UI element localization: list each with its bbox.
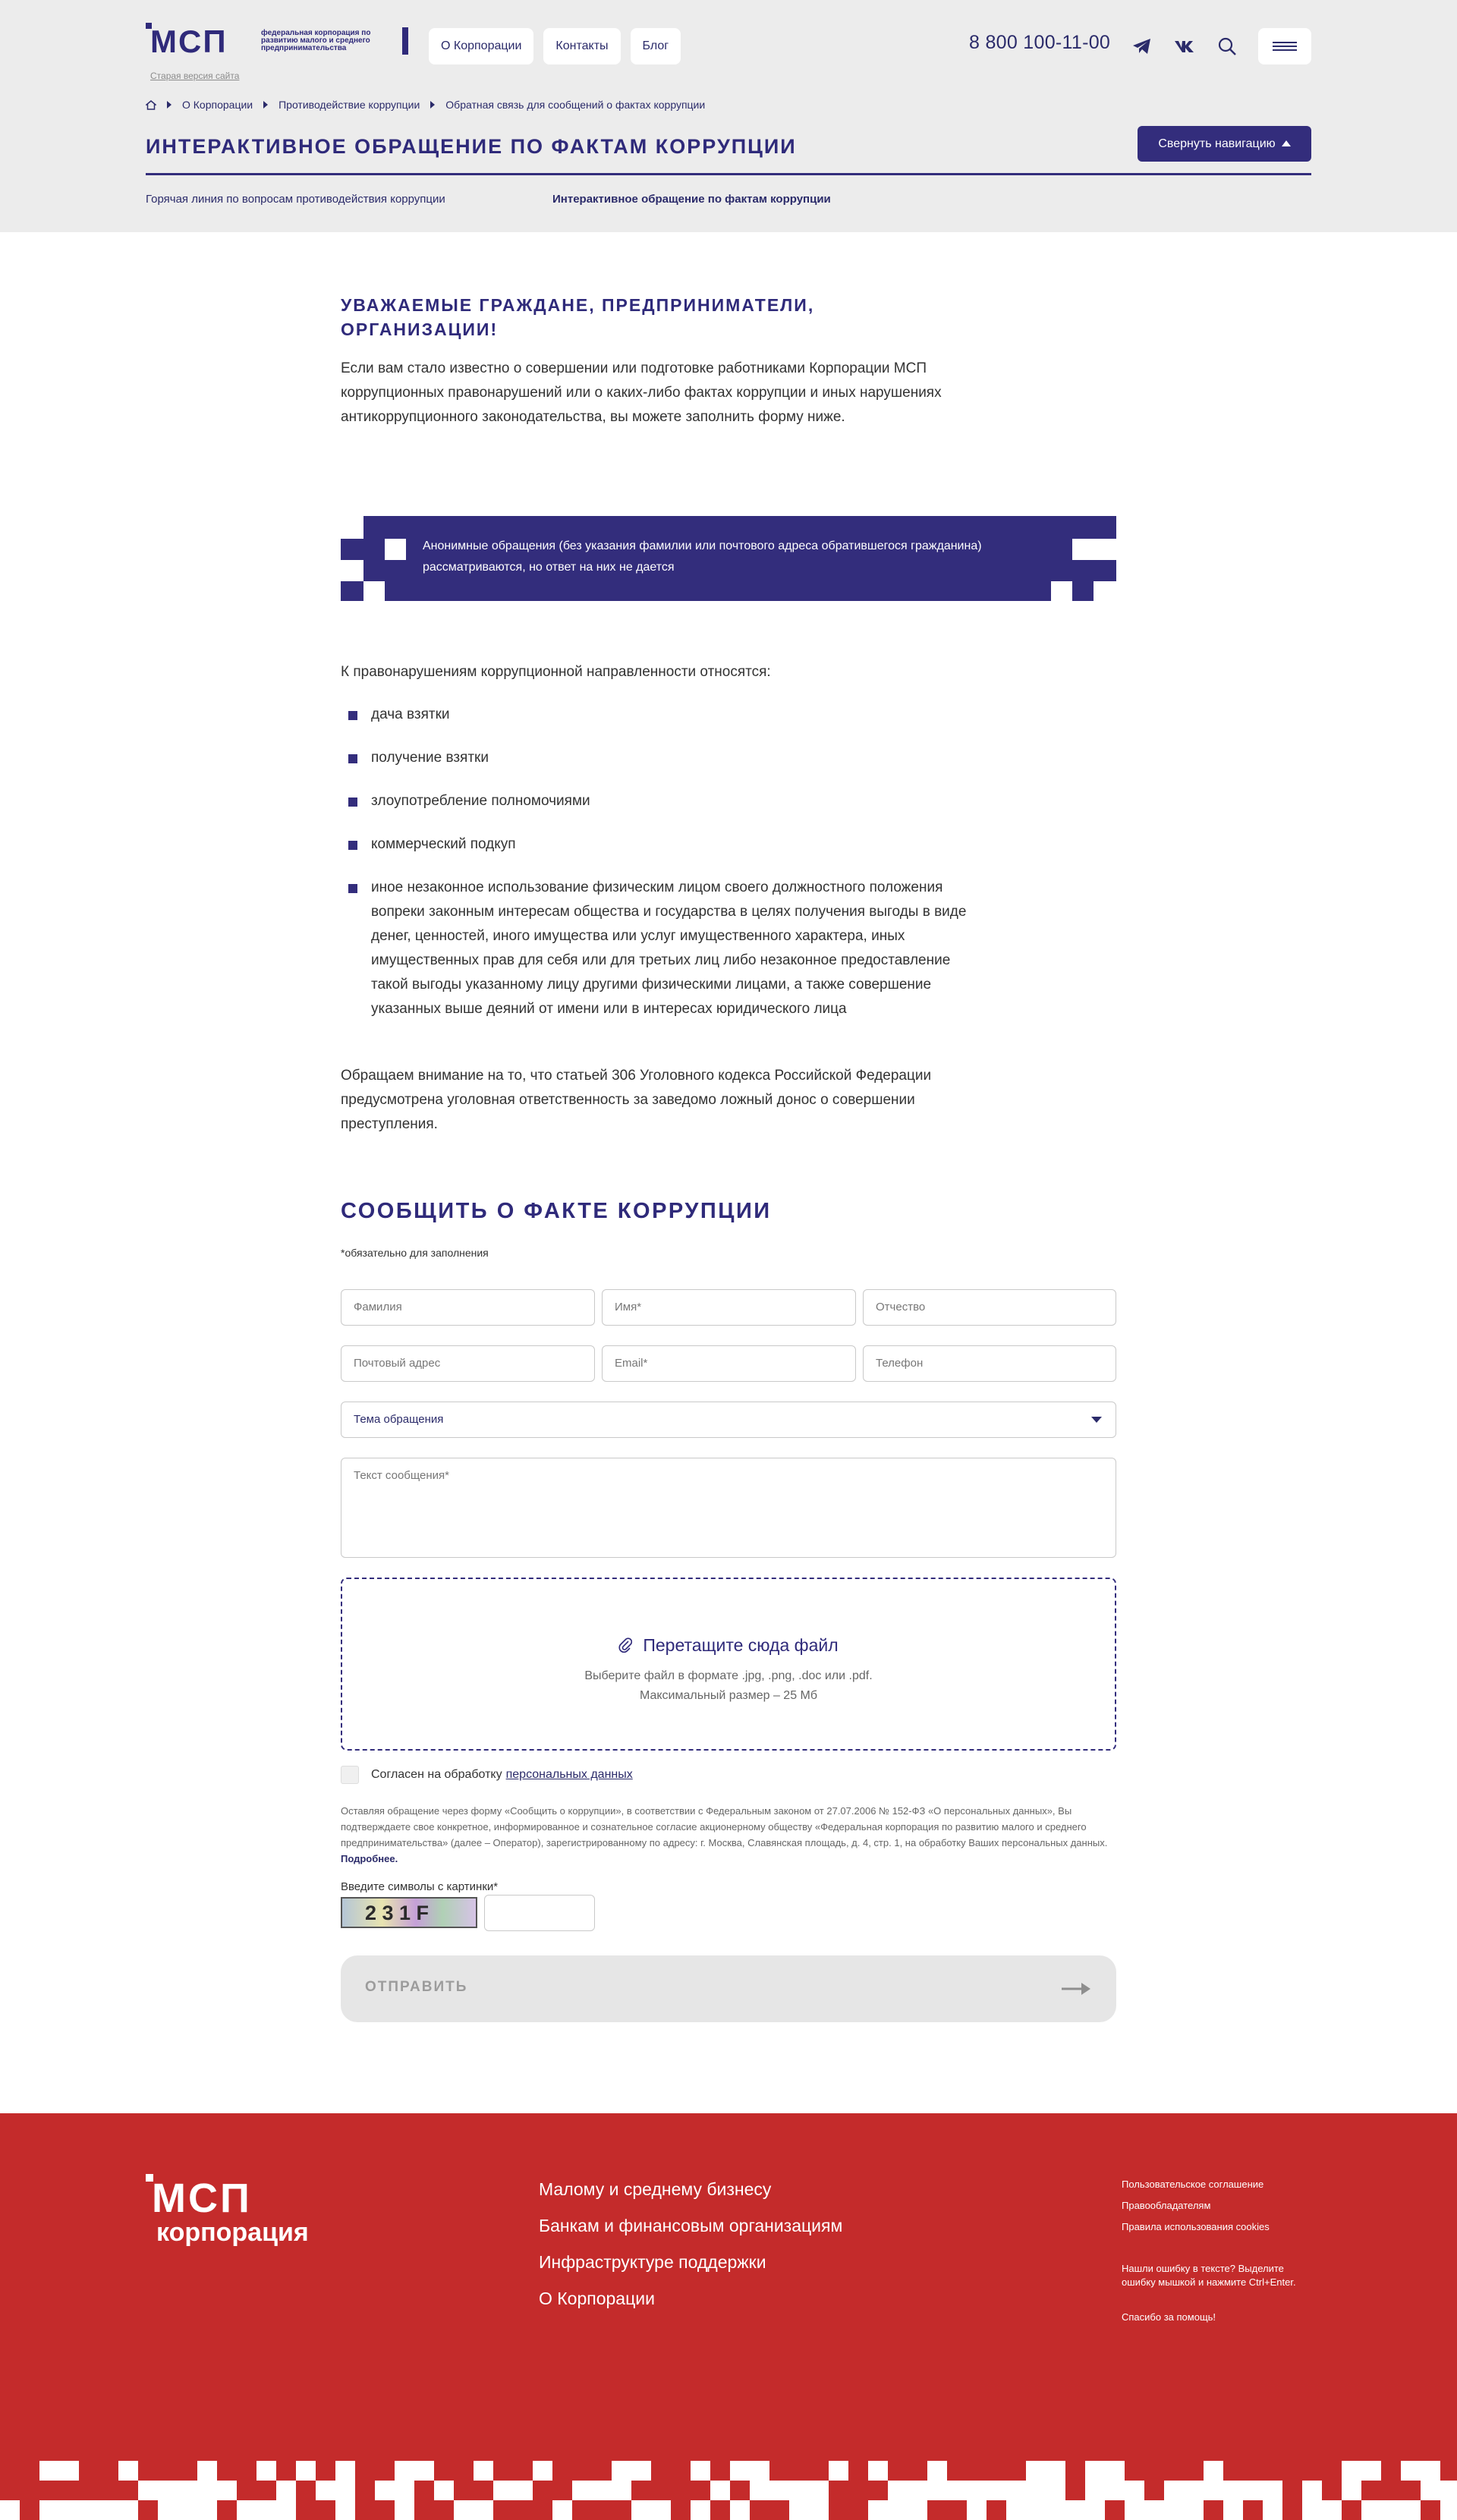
consent-checkbox[interactable]	[341, 1766, 359, 1784]
pixel-decor	[612, 2481, 631, 2500]
pixel-decor	[1263, 2481, 1282, 2500]
breadcrumb-item[interactable]: Обратная связь для сообщений о фактах коррупции	[445, 99, 706, 111]
pixel-decor	[1094, 516, 1116, 539]
pixel-decor	[1204, 2461, 1223, 2481]
pixel-decor	[1342, 2461, 1361, 2481]
pixel-decor	[178, 2500, 197, 2520]
telegram-icon[interactable]	[1131, 35, 1153, 58]
pixel-decor	[1440, 2500, 1457, 2520]
pixel-decor	[1125, 2500, 1144, 2520]
pixel-decor	[1085, 2500, 1105, 2520]
pixel-decor	[927, 2481, 947, 2500]
home-icon[interactable]	[146, 100, 156, 110]
intro-text: Если вам стало известно о совершении или подготовке работниками Корпорации МСП коррупционных правонарушений или о каких-либо фактах коррупции и иных нарушениях антикоррупционного законодательства, вы можете заполнить форму ниже.	[341, 360, 942, 425]
pixel-decor	[1361, 2461, 1381, 2481]
notice-text: Анонимные обращения (без указания фамилии или почтового адреса обратившегося гражданина) рассматриваются, но ответ на них не дается	[423, 540, 982, 574]
pixel-decor	[59, 2461, 79, 2481]
arrow-right-icon	[1062, 1981, 1092, 1996]
pixel-decor	[335, 2500, 355, 2520]
pixel-decor	[375, 2481, 395, 2500]
pixel-decor	[1440, 2481, 1457, 2500]
pixel-decor	[691, 2461, 710, 2481]
breadcrumb	[146, 99, 705, 111]
email-field[interactable]: Email*	[602, 1345, 856, 1382]
pixel-decor	[341, 581, 363, 601]
pixel-decor	[908, 2481, 927, 2500]
pixel-decor	[395, 2500, 414, 2520]
pixel-decor	[217, 2481, 237, 2500]
submit-label: ОТПРАВИТЬ	[365, 1979, 468, 1995]
pixel-decor	[1026, 2461, 1046, 2481]
legal-text	[341, 1803, 1116, 1867]
vk-icon[interactable]	[1173, 35, 1196, 58]
pixel-decor	[947, 2481, 967, 2500]
collapse-nav-button[interactable]	[1138, 126, 1311, 162]
pixel-decor	[39, 2461, 59, 2481]
pixel-decor	[967, 2481, 987, 2500]
pixel-decor	[1085, 2461, 1105, 2481]
surname-field[interactable]: Фамилия	[341, 1289, 595, 1326]
list-item: злоупотребление полномочиями	[341, 789, 971, 813]
file-dropzone[interactable]	[341, 1578, 1116, 1751]
footer-link-cookies[interactable]: Правила использования cookies	[1122, 2221, 1270, 2232]
pixel-decor	[1026, 2500, 1046, 2520]
pixel-decor	[1401, 2461, 1421, 2481]
breadcrumb-item[interactable]: Противодействие коррупции	[278, 99, 420, 111]
pixel-decor	[552, 2500, 572, 2520]
captcha-input[interactable]	[484, 1895, 595, 1931]
pixel-decor	[158, 2481, 178, 2500]
pixel-decor	[730, 2500, 750, 2520]
pixel-decor	[868, 2461, 888, 2481]
nav-blog[interactable]: Блог	[631, 28, 681, 64]
pixel-decor	[730, 2461, 750, 2481]
collapse-nav-label: Свернуть навигацию	[1158, 137, 1276, 150]
pixel-decor	[474, 2500, 493, 2520]
pixel-decor	[335, 2481, 355, 2500]
pixel-decor	[197, 2461, 217, 2481]
breadcrumb-separator	[263, 101, 268, 109]
pixel-decor	[1105, 2461, 1125, 2481]
list-item: иное незаконное использование физическим лицом своего должностного положения вопреки законным интересам общества и государства в целях получения выгоды в виде денег, ценностей, иного имущества или услуг имущественного характера, иных имущественных прав для себя или для третьих лиц либо незаконное предоставление такой выгоды указанному лицу другими физическими лицами, а также совершение указанных выше деяний от имени или в интересах юридического лица	[341, 876, 971, 1021]
pixel-decor	[39, 2500, 59, 2520]
pixel-decor	[1204, 2481, 1223, 2500]
pixel-decor	[118, 2461, 138, 2481]
pixel-decor	[1065, 2500, 1085, 2520]
intro-heading: УВАЖАЕМЫЕ ГРАЖДАНЕ, ПРЕДПРИНИМАТЕЛИ, ОРГАНИЗАЦИИ!	[341, 295, 815, 339]
logo-bar	[402, 27, 408, 55]
list-item: дача взятки	[341, 703, 971, 727]
site-header	[0, 0, 1457, 232]
chevron-down-icon	[1091, 1417, 1102, 1423]
pixel-decor	[1046, 2500, 1065, 2520]
phone-number[interactable]: 8 800 100-11-00	[969, 32, 1111, 53]
pixel-decor	[631, 2500, 651, 2520]
pixel-decor	[256, 2500, 276, 2520]
consent-row	[341, 1766, 633, 1784]
pixel-decor	[474, 2461, 493, 2481]
pixel-decor	[1046, 2461, 1065, 2481]
dropzone-title: Перетащите сюда файл	[643, 1635, 839, 1655]
footer-link-agreement[interactable]: Пользовательское соглашение	[1122, 2179, 1264, 2190]
pixel-decor	[769, 2481, 789, 2500]
nav-contacts[interactable]: Контакты	[543, 28, 620, 64]
pixel-decor	[197, 2481, 217, 2500]
pixel-decor	[335, 2461, 355, 2481]
pixel-decor	[385, 539, 406, 560]
pixel-decor	[1125, 2481, 1144, 2500]
pixel-decor	[967, 2500, 987, 2520]
phone-field[interactable]: Телефон	[863, 1345, 1116, 1382]
pixel-decor	[99, 2500, 118, 2520]
pixel-decor	[138, 2481, 158, 2500]
menu-button[interactable]	[1258, 28, 1311, 64]
pixel-decor	[118, 2500, 138, 2520]
footer-error-note: Нашли ошибку в тексте? Выделите ошибку мышкой и нажмите Ctrl+Enter.	[1122, 2263, 1296, 2288]
pixel-decor	[276, 2500, 296, 2520]
pixel-decor	[1223, 2500, 1243, 2520]
subnav-interactive[interactable]: Интерактивное обращение по фактам коррупции	[552, 193, 831, 206]
address-field[interactable]: Почтовый адрес	[341, 1345, 595, 1382]
breadcrumb-separator	[167, 101, 172, 109]
pixel-decor	[809, 2481, 829, 2500]
pixel-decor	[868, 2500, 888, 2520]
pixel-decor	[1322, 2500, 1342, 2520]
pixel-decor	[1105, 2481, 1125, 2500]
pixel-decor	[789, 2481, 809, 2500]
pixel-decor	[691, 2500, 710, 2520]
topic-select[interactable]	[341, 1402, 1116, 1438]
pixel-decor	[809, 2500, 829, 2520]
legal-more-link[interactable]: Подробнее.	[341, 1853, 398, 1864]
msp-logo-icon	[146, 23, 256, 55]
pixel-decor	[651, 2500, 671, 2520]
pixel-decor	[395, 2481, 414, 2500]
pixel-decor	[1006, 2481, 1026, 2500]
pixel-decor	[750, 2461, 769, 2481]
footer-logo[interactable]	[146, 2174, 320, 2250]
pixel-decor	[59, 2500, 79, 2520]
pixel-decor	[1302, 2481, 1322, 2500]
pixel-decor	[612, 2461, 631, 2481]
title-divider	[146, 173, 1311, 175]
required-note: *обязательно для заполнения	[341, 1247, 489, 1259]
pixel-decor	[454, 2500, 474, 2520]
patronymic-field[interactable]: Отчество	[863, 1289, 1116, 1326]
list-item: получение взятки	[341, 746, 971, 770]
logo-subtitle: федеральная корпорация по развитию малого и среднего предпринимательства	[261, 29, 371, 52]
message-textarea[interactable]: Текст сообщения*	[341, 1458, 1116, 1558]
topic-select-label: Тема обращения	[354, 1413, 444, 1426]
pixel-decor	[1243, 2481, 1263, 2500]
pixel-decor	[395, 2461, 414, 2481]
pixel-decor	[927, 2461, 947, 2481]
pixel-decor	[256, 2461, 276, 2481]
name-field[interactable]: Имя*	[602, 1289, 856, 1326]
pixel-decor	[592, 2481, 612, 2500]
pixel-decor	[789, 2500, 809, 2520]
anonymous-notice	[341, 516, 1116, 601]
pixel-decor	[1085, 2481, 1105, 2500]
footer-thanks: Спасибо за помощь!	[1122, 2311, 1216, 2323]
site-footer	[0, 2113, 1457, 2520]
pixel-decor	[631, 2461, 651, 2481]
pixel-decor	[1342, 2481, 1361, 2500]
breadcrumb-item[interactable]: О Корпорации	[182, 99, 253, 111]
pixel-decor	[829, 2461, 848, 2481]
pixel-decor	[1381, 2500, 1401, 2520]
footer-link-rights[interactable]: Правообладателям	[1122, 2200, 1211, 2211]
pixel-decor	[414, 2461, 434, 2481]
dropzone-title-row	[342, 1635, 1115, 1656]
submit-button[interactable]	[341, 1955, 1116, 2022]
pixel-decor	[1006, 2500, 1026, 2520]
dropzone-hint	[342, 1666, 1115, 1706]
pixel-decor	[1164, 2500, 1184, 2520]
pixel-decor	[341, 539, 363, 560]
pixel-decor	[276, 2481, 296, 2500]
captcha-text: 2 3 1 F	[365, 1902, 430, 1924]
pixel-decor	[1184, 2500, 1204, 2520]
pixel-decor	[363, 560, 385, 581]
pixel-decor	[178, 2481, 197, 2500]
pixel-decor	[572, 2481, 592, 2500]
form-title: СООБЩИТЬ О ФАКТЕ КОРРУПЦИИ	[341, 1199, 772, 1223]
old-site-link[interactable]: Старая версия сайта	[150, 71, 240, 81]
list-item: коммерческий подкуп	[341, 832, 971, 857]
pixel-decor	[1094, 560, 1116, 581]
warning-text: Обращаем внимание на то, что статьей 306 Уголовного кодекса Российской Федерации предусмотрена уголовная ответственность за заведомо ложный донос о совершении преступления.	[341, 1068, 932, 1132]
top-nav	[429, 28, 681, 64]
breadcrumb-separator	[430, 101, 435, 109]
menu-icon-line	[1273, 46, 1297, 47]
pixel-decor	[710, 2481, 730, 2500]
subnav-hotline[interactable]: Горячая линия по вопросам противодействия коррупции	[146, 193, 445, 206]
pixel-decor	[316, 2481, 335, 2500]
pixel-decor	[1184, 2481, 1204, 2500]
pixel-decor	[888, 2481, 908, 2500]
menu-icon	[1273, 42, 1297, 43]
svg-text:корпорация: корпорация	[156, 2218, 309, 2247]
pixel-decor	[1026, 2481, 1046, 2500]
pixel-decor	[1263, 2500, 1282, 2520]
footer-nav-banks[interactable]: Банкам и финансовым организациям	[539, 2216, 843, 2235]
pixel-decor	[1421, 2461, 1440, 2481]
pixel-decor	[1401, 2500, 1421, 2520]
pixel-decor	[1051, 581, 1072, 601]
page-title: ИНТЕРАКТИВНОЕ ОБРАЩЕНИЕ ПО ФАКТАМ КОРРУПЦИИ	[146, 135, 797, 158]
pixel-decor	[0, 2500, 20, 2520]
pixel-decor	[434, 2481, 454, 2500]
footer-nav-infrastructure[interactable]: Инфраструктуре поддержки	[539, 2252, 766, 2272]
pixel-decor	[493, 2481, 513, 2500]
dropzone-formats: Выберите файл в формате .jpg, .png, .doc или .pdf.	[584, 1669, 873, 1682]
nav-corporation[interactable]: О Корпорации	[429, 28, 533, 64]
pixel-decor	[296, 2461, 316, 2481]
footer-nav-sme[interactable]: Малому и среднему бизнесу	[539, 2179, 772, 2199]
pixel-decor	[1094, 581, 1116, 601]
pixel-decor	[987, 2481, 1006, 2500]
pixel-decor	[197, 2500, 217, 2520]
pixel-decor	[1164, 2481, 1184, 2500]
search-icon[interactable]	[1216, 35, 1238, 58]
pixel-decor	[1361, 2500, 1381, 2520]
logo[interactable]	[146, 23, 408, 55]
pixel-decor	[888, 2500, 908, 2520]
pixel-decor	[513, 2481, 533, 2500]
chevron-up-icon	[1282, 140, 1291, 146]
paperclip-icon	[618, 1637, 632, 1653]
pixel-decor	[1421, 2481, 1440, 2500]
pixel-decor	[79, 2500, 99, 2520]
captcha-label: Введите символы с картинки*	[341, 1880, 499, 1893]
pixel-decor	[1223, 2481, 1243, 2500]
pixel-decor	[1302, 2500, 1322, 2520]
footer-pixel-pattern	[0, 2459, 1457, 2520]
svg-text:МСП: МСП	[150, 24, 228, 55]
pixel-decor	[1046, 2481, 1065, 2500]
pixel-decor	[533, 2461, 552, 2481]
footer-nav-corporation[interactable]: О Корпорации	[539, 2289, 655, 2308]
svg-text:МСП: МСП	[152, 2176, 252, 2221]
consent-label: Согласен на обработку	[371, 1768, 502, 1781]
pixel-decor	[1144, 2500, 1164, 2520]
menu-icon-line	[1273, 49, 1297, 51]
dropzone-size: Максимальный размер – 25 Мб	[639, 1689, 818, 1702]
pixel-decor	[750, 2481, 769, 2500]
list-intro: К правонарушениям коррупционной направленности относятся:	[341, 664, 771, 680]
legal-body: Оставляя обращение через форму «Сообщить о коррупции», в соответствии с Федеральным законом от 27.07.2006 № 152-ФЗ «О персональных данных», Вы подтверждаете свое конкретное, информированное и сознательное согласие акционерному обществу «Федеральная корпорация по развитию малого и среднего предпринимательства» (далее – Оператор), зарегистрированному по адресу: г. Москва, Славянская площадь, д. 4, стр. 1, на обработку Ваших персональных данных.	[341, 1805, 1108, 1848]
pixel-decor	[158, 2500, 178, 2520]
pixel-decor	[363, 581, 385, 601]
personal-data-link[interactable]: персональных данных	[505, 1768, 633, 1781]
pixel-decor	[1072, 539, 1094, 560]
captcha-image	[341, 1897, 477, 1928]
pixel-decor	[908, 2500, 927, 2520]
pixel-decor	[237, 2500, 256, 2520]
